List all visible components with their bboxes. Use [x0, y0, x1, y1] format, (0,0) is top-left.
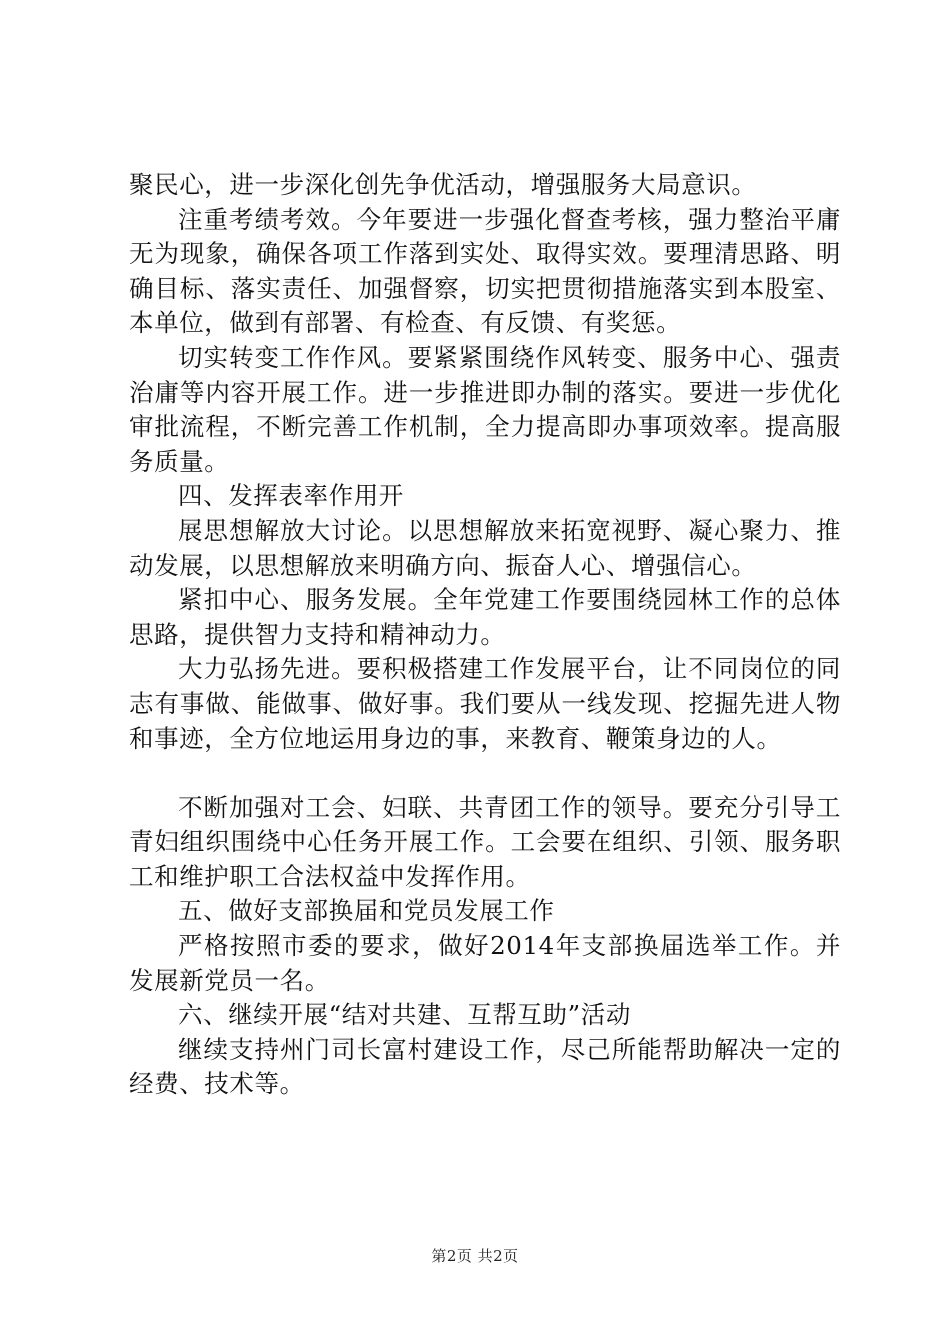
paragraph-2: 注重考绩考效。今年要进一步强化督查考核，强力整治平庸无为现象，确保各项工作落到实处、取得实效。要理清思路、明确目标、落实责任、加强督察，切实把贯彻措施落实到本股室、本单位，做到有部署、有检查、有反馈、有奖惩。 — [129, 204, 841, 338]
paragraph-3: 切实转变工作作风。要紧紧围绕作风转变、服务中心、强责治庸等内容开展工作。进一步推进即办制的落实。要进一步优化审批流程，不断完善工作机制，全力提高即办事项效率。提高服务质量。 — [129, 342, 841, 476]
paragraph-1: 聚民心，进一步深化创先争优活动，增强服务大局意识。 — [129, 170, 757, 199]
paragraph-12: 继续支持州门司长富村建设工作，尽己所能帮助解决一定的经费、技术等。 — [129, 1034, 841, 1099]
paragraph-6: 紧扣中心、服务发展。全年党建工作要围绕园林工作的总体思路，提供智力支持和精神动力。 — [129, 585, 841, 649]
section-heading-4: 四、发挥表率作用开 — [178, 481, 404, 511]
blank-line — [129, 756, 841, 791]
paragraph-10: 严格按照市委的要求，做好2014年支部换届选举工作。并发展新党员一名。 — [129, 931, 841, 995]
paragraph-5: 展思想解放大讨论。以思想解放来拓宽视野、凝心聚力、推动发展，以思想解放来明确方向、振奋人心、增强信心。 — [129, 515, 841, 580]
document-body — [129, 168, 841, 1102]
section-heading-6: 六、继续开展“结对共建、互帮互助”活动 — [178, 1000, 631, 1030]
paragraph-7: 大力弘扬先进。要积极搭建工作发展平台，让不同岗位的同志有事做、能做事、做好事。我们要从一线发现、挖掘先进人物和事迹，全方位地运用身边的事，来教育、鞭策身边的人。 — [129, 654, 841, 753]
section-heading-5: 五、做好支部换届和党员发展工作 — [178, 896, 555, 926]
paragraph-8: 不断加强对工会、妇联、共青团工作的领导。要充分引导工青妇组织围绕中心任务开展工作。工会要在组织、引领、服务职工和维护职工合法权益中发挥作用。 — [129, 792, 841, 891]
page-footer: 第2页 共2页 — [431, 1247, 519, 1265]
